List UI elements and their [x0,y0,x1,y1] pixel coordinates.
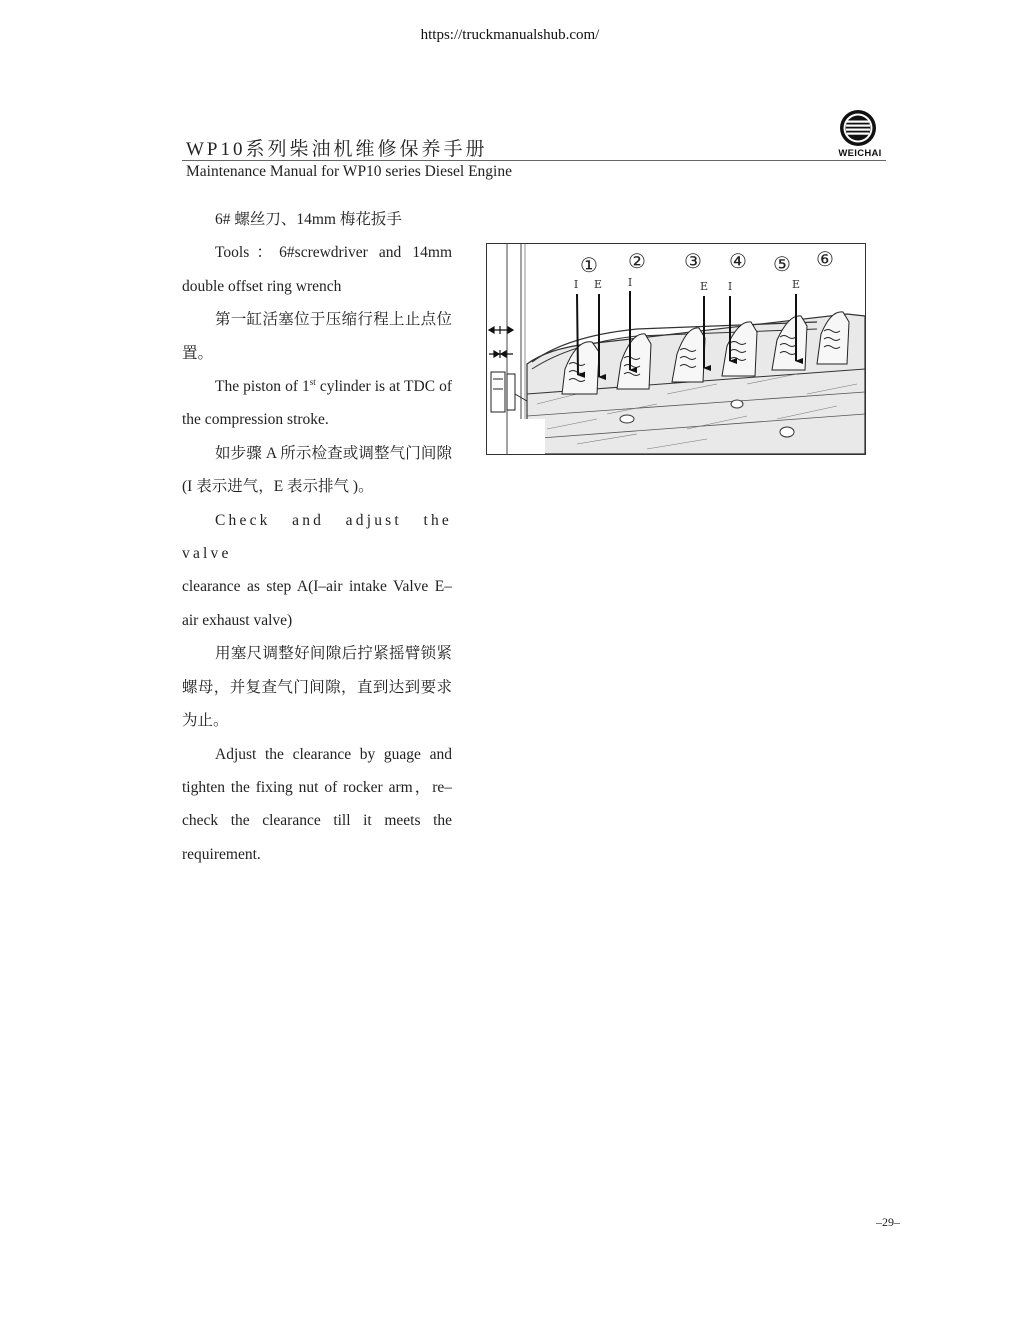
cylinder-number-1: ① [580,253,598,277]
valve-label-intake-4: I [727,280,733,293]
manual-title-chinese: WP10系列柴油机维修保养手册 [186,139,488,160]
piston-chinese: 第一缸活塞位于压缩行程上止点位置。 [182,311,452,362]
step-english-rest: clearance as step A(I–air intake Valve E–air exhaust valve) [182,578,452,629]
tools-english: Tools：6#screwdriver and 14mm double offset ring wrench [182,244,452,295]
step-chinese: 如步骤 A 所示检查或调整气门间隙 (I 表示进气，E 表示排气 )。 [182,444,452,496]
adjust-chinese: 用塞尺调整好间隙后拧紧摇臂锁紧螺母，并复查气门间隙，直到达到要求为止。 [182,645,452,730]
logo-wordmark: WEICHAI [838,148,882,159]
ordinal-suffix: st [309,376,316,387]
valve-label-intake-2: I [627,276,633,289]
arrow-intake-1 [577,294,578,375]
piston-english-start: The piston of 1 [215,378,310,396]
cylinder-number-3: ③ [684,249,702,273]
page-number: –29– [876,1215,900,1229]
source-url[interactable]: https://truckmanualshub.com/ [420,27,600,43]
piston-english [182,370,452,437]
tools-chinese: 6# 螺丝刀、14mm 梅花扳手 [215,211,402,228]
step-english-first-line: Check and adjust the valve [182,511,452,563]
valve-clearance-figure [486,243,866,455]
adjust-english: Adjust the clearance by guage and tighten the fixing nut of rocker arm，re–check the clearance till it meets the requirement. [182,745,452,863]
valve-label-exhaust-1: E [593,278,603,291]
engine-cylinder-head-drawing [487,244,865,454]
valve-label-exhaust-3: E [699,280,709,293]
valve-label-exhaust-5: E [791,278,801,291]
header-divider [182,160,886,161]
cylinder-number-5: ⑤ [773,252,791,276]
cylinder-number-4: ④ [729,249,747,273]
cylinder-number-6: ⑥ [816,247,834,271]
cylinder-number-2: ② [628,249,646,273]
manual-title-english: Maintenance Manual for WP10 series Diesel Engine [186,163,512,180]
valve-label-intake-1: I [573,278,579,291]
instruction-text [182,203,452,871]
piston-english-end: cylinder is at TDC of the compression stroke. [182,378,452,429]
